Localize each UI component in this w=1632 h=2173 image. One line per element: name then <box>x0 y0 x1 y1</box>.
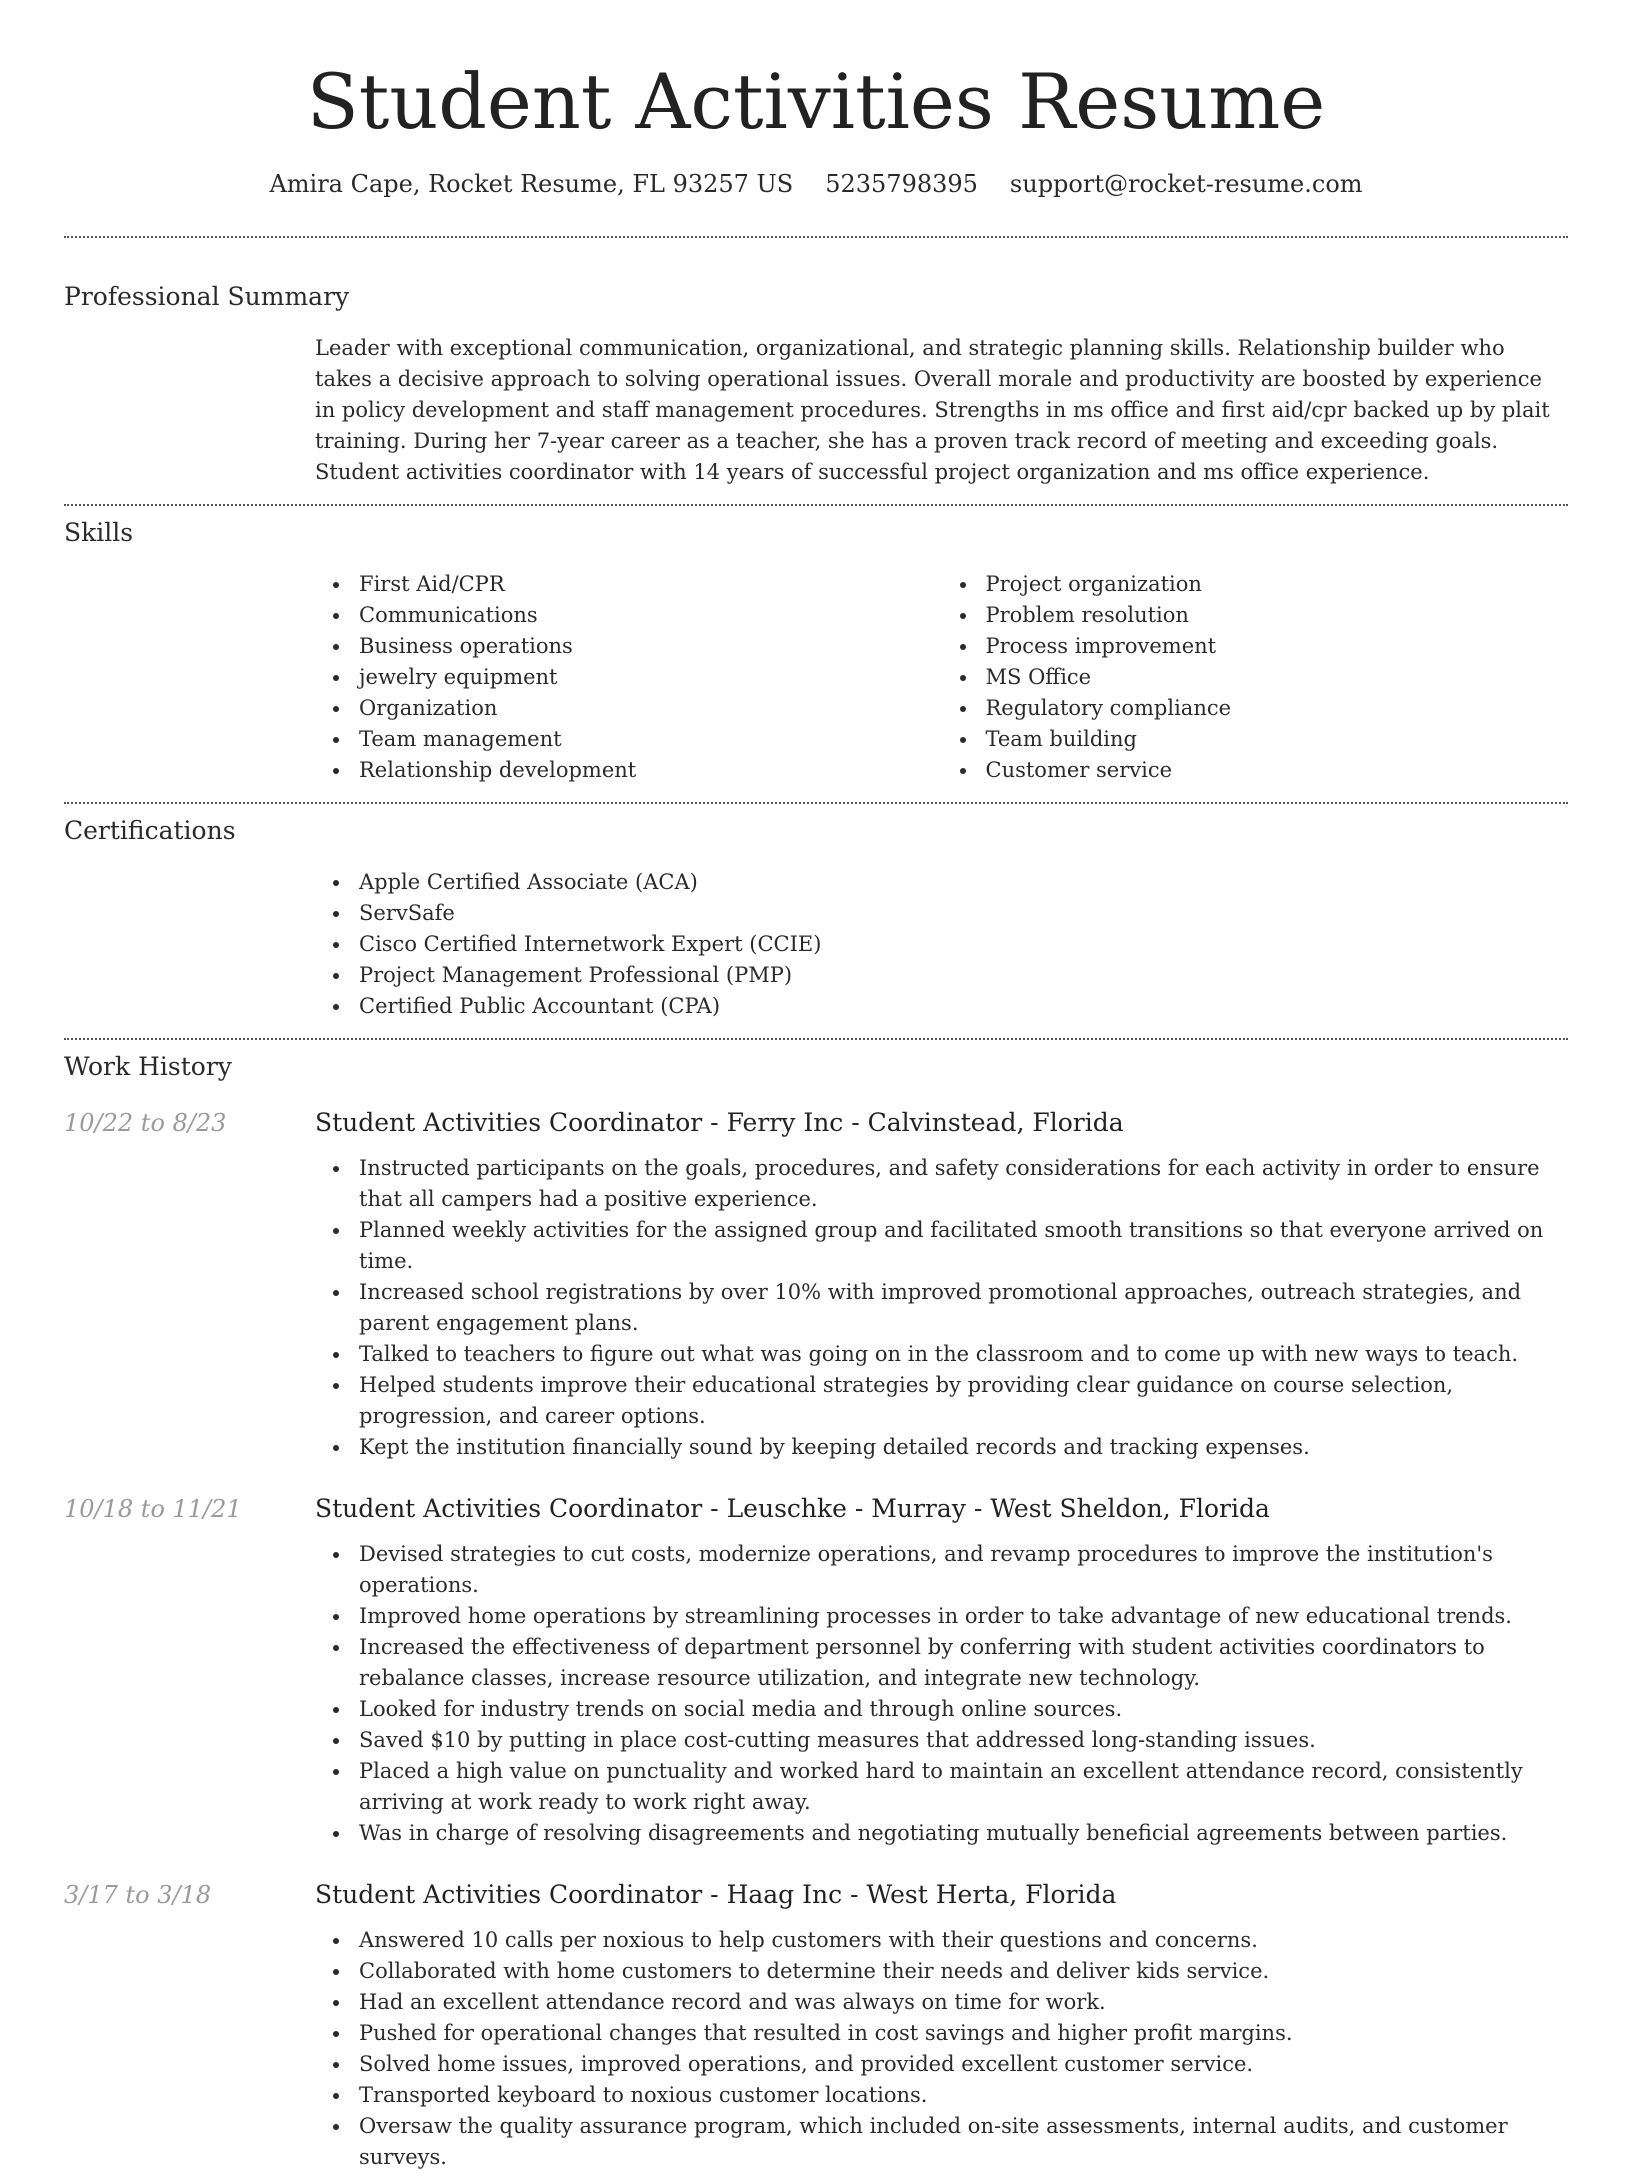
job-entry <box>64 1878 1568 2173</box>
skill-item: Organization <box>359 693 942 724</box>
skill-item: First Aid/CPR <box>359 569 942 600</box>
job-bullet: Transported keyboard to noxious customer locations. <box>359 2080 1568 2111</box>
job-bullet: Increased the effectiveness of department personnel by conferring with student activities coordinators to rebalance classes, increase resource utilization, and integrate new technology. <box>359 1632 1568 1694</box>
contact-address: Amira Cape, Rocket Resume, FL 93257 US <box>269 170 794 198</box>
contact-phone: 5235798395 <box>825 170 978 198</box>
certifications-section <box>64 804 1568 1022</box>
job-entry <box>64 1106 1568 1463</box>
job-bullet: Increased school registrations by over 10% with improved promotional approaches, outreach strategies, and parent engagement plans. <box>359 1277 1568 1339</box>
job-dates: 10/18 to 11/21 <box>64 1495 242 1523</box>
job-title: Student Activities Coordinator - Ferry Inc - Calvinstead, Florida <box>315 1108 1124 1137</box>
job-bullet: Helped students improve their educational strategies by providing clear guidance on course selection, progression, and career options. <box>359 1370 1568 1432</box>
job-bullet: Planned weekly activities for the assigned group and facilitated smooth transitions so that everyone arrived on time. <box>359 1215 1568 1277</box>
skills-grid <box>315 569 1568 786</box>
job-bullet: Looked for industry trends on social media and through online sources. <box>359 1694 1568 1725</box>
work-history-section <box>64 1040 1568 2173</box>
job-title: Student Activities Coordinator - Leuschke - Murray - West Sheldon, Florida <box>315 1494 1270 1523</box>
summary-heading: Professional Summary <box>64 282 350 311</box>
page-title: Student Activities Resume <box>306 57 1326 146</box>
job-bullet: Improved home operations by streamlining processes in order to take advantage of new educational trends. <box>359 1601 1568 1632</box>
job-dates: 10/22 to 8/23 <box>64 1109 227 1137</box>
certifications-list <box>315 867 1568 1022</box>
summary-text: Leader with exceptional communication, organizational, and strategic planning skills. Relationship builder who takes a decisive approach to solving operational issues. Overall morale and productivity are boosted by experience in policy development and staff management procedures. Strengths in ms office and first aid/cpr backed up by plait training. During her 7-year career as a teacher, she has a proven track record of meeting and exceeding goals. Student activities coordinator with 14 years of successful project organization and ms office experience. <box>315 336 1550 484</box>
certification-item: Certified Public Accountant (CPA) <box>359 991 1568 1022</box>
job-bullet: Devised strategies to cut costs, modernize operations, and revamp procedures to improve the institution's operations. <box>359 1539 1568 1601</box>
contact-email: support@rocket-resume.com <box>1009 170 1363 198</box>
job-dates: 3/17 to 3/18 <box>64 1881 212 1909</box>
skill-item: Communications <box>359 600 942 631</box>
skills-list-left <box>315 569 942 786</box>
jobs-list <box>64 1106 1568 2173</box>
skill-item: Project organization <box>986 569 1569 600</box>
certification-item: Apple Certified Associate (ACA) <box>359 867 1568 898</box>
certifications-list-wrap <box>315 867 1568 1022</box>
summary-section <box>64 238 1568 488</box>
job-bullet: Had an excellent attendance record and was always on time for work. <box>359 1987 1568 2018</box>
skill-item: Problem resolution <box>986 600 1569 631</box>
work-history-heading: Work History <box>64 1052 232 1081</box>
job-bullet: Talked to teachers to figure out what was going on in the classroom and to come up with new ways to teach. <box>359 1339 1568 1370</box>
job-bullet: Answered 10 calls per noxious to help customers with their questions and concerns. <box>359 1925 1568 1956</box>
skill-item: Team building <box>986 724 1569 755</box>
job-bullets <box>315 1539 1568 1849</box>
job-title: Student Activities Coordinator - Haag Inc - West Herta, Florida <box>315 1880 1117 1909</box>
job-bullet: Collaborated with home customers to determine their needs and deliver kids service. <box>359 1956 1568 1987</box>
certification-item: Cisco Certified Internetwork Expert (CCIE) <box>359 929 1568 960</box>
skill-item: Process improvement <box>986 631 1569 662</box>
resume-page <box>64 0 1568 2173</box>
job-bullet: Solved home issues, improved operations, and provided excellent customer service. <box>359 2049 1568 2080</box>
certification-item: ServSafe <box>359 898 1568 929</box>
job-bullet: Placed a high value on punctuality and worked hard to maintain an excellent attendance record, consistently arriving at work ready to work right away. <box>359 1756 1568 1818</box>
skill-item: Customer service <box>986 755 1569 786</box>
skill-item: Relationship development <box>359 755 942 786</box>
certification-item: Project Management Professional (PMP) <box>359 960 1568 991</box>
job-bullet: Pushed for operational changes that resulted in cost savings and higher profit margins. <box>359 2018 1568 2049</box>
job-bullet: Kept the institution financially sound by keeping detailed records and tracking expenses. <box>359 1432 1568 1463</box>
job-bullets <box>315 1153 1568 1463</box>
job-bullet: Saved $10 by putting in place cost-cutting measures that addressed long-standing issues. <box>359 1725 1568 1756</box>
skill-item: Business operations <box>359 631 942 662</box>
skill-item: MS Office <box>986 662 1569 693</box>
certifications-heading: Certifications <box>64 816 236 845</box>
skill-item: Regulatory compliance <box>986 693 1569 724</box>
job-bullet: Instructed participants on the goals, procedures, and safety considerations for each activity in order to ensure that all campers had a positive experience. <box>359 1153 1568 1215</box>
skill-item: Team management <box>359 724 942 755</box>
skills-heading: Skills <box>64 518 134 547</box>
skills-section <box>64 506 1568 786</box>
skill-item: jewelry equipment <box>359 662 942 693</box>
contact-info <box>64 166 1568 202</box>
job-bullets <box>315 1925 1568 2173</box>
job-bullet: Oversaw the quality assurance program, which included on-site assessments, internal audits, and customer surveys. <box>359 2111 1568 2173</box>
job-bullet: Was in charge of resolving disagreements and negotiating mutually beneficial agreements between parties. <box>359 1818 1568 1849</box>
job-entry <box>64 1492 1568 1849</box>
skills-list-right <box>942 569 1569 786</box>
